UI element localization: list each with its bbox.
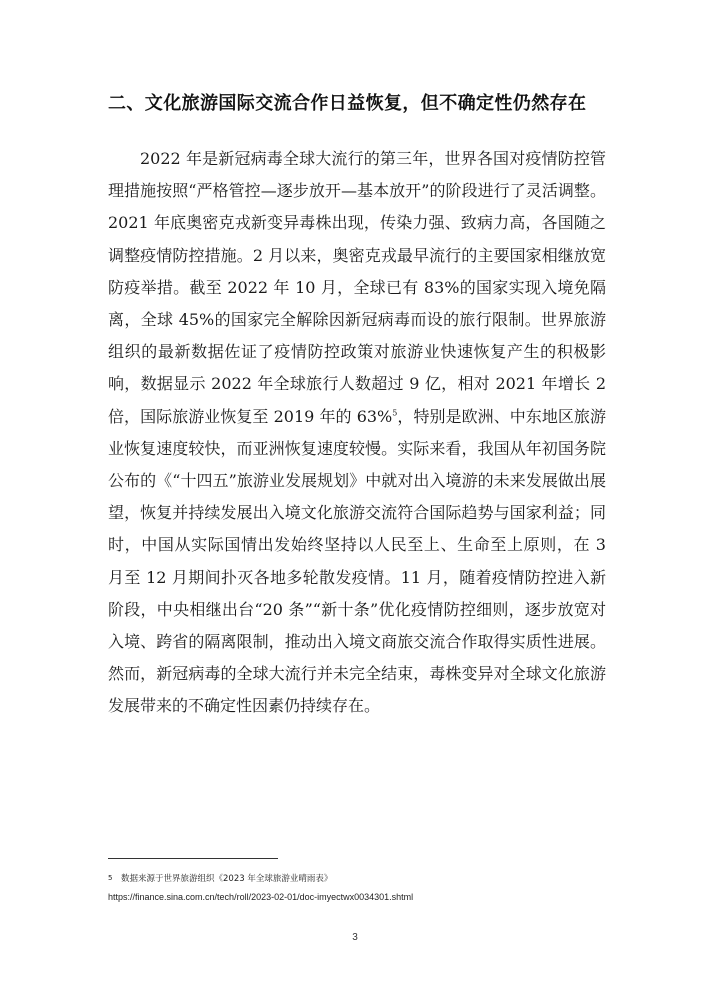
footnote-url: https://finance.sina.com.cn/tech/roll/2023-02-01/doc-imyectwx0034301.shtml — [108, 892, 414, 902]
page-number: 3 — [352, 932, 358, 943]
footnote — [108, 869, 608, 906]
paragraph-text-part-2: ，特别是欧洲、中东地区旅游业恢复速度较快，而亚洲恢复速度较慢。实际来看，我国从年初国务院公布的《“十四五”旅游业发展规划》中就对出入境游的未来发展做出展望，恢复并持续发展出入境文化旅游交流符合国际趋势与国家利益；同时，中国从实际国情出发始终坚持以人民至上、生命至上原则，在 3 月至 12 月期间扑灭各地多轮散发疫情。11 月，随着疫情防控进入新阶段，中央相继出台“20 条”“新十条”优化疫情防控细则，逐步放宽对入境、跨省的隔离限制，推动出入境文商旅交流合作取得实质性进展。然而，新冠病毒的全球大流行并未完全结束，毒株变异对全球文化旅游发展带来的不确定性因素仍持续存在。 — [108, 406, 606, 716]
paragraph-text-part-1: 2022 年是新冠病毒全球大流行的第三年，世界各国对疫情防控管理措施按照“严格管控—逐步放开—基本放开”的阶段进行了灵活调整。2021 年底奥密克戎新变异毒株出现，传染力强、致病力高，各国随之调整疫情防控措施。2 月以来，奥密克戎最早流行的主要国家相继放宽防疫举措。截至 2022 年 10 月，全球已有 83%的国家实现入境免隔离，全球 45%的国家完全解除因新冠病毒而设的旅行限制。世界旅游组织的最新数据佐证了疫情防控政策对旅游业快速恢复产生的积极影响，数据显示 2022 年全球旅行人数超过 9 亿，相对 2021 年增长 2 倍，国际旅游业恢复至 2019 年的 63% — [108, 149, 606, 426]
body-paragraph — [108, 143, 606, 723]
body-text — [108, 143, 606, 723]
footnote-reference: 5 — [392, 408, 398, 418]
footnote-number: 5 — [108, 874, 113, 882]
footnote-text: 数据来源于世界旅游组织《2023 年全球旅游业晴雨表》 — [121, 874, 333, 884]
section-heading: 二、文化旅游国际交流合作日益恢复，但不确定性仍然存在 — [108, 93, 587, 114]
footnote-separator — [108, 858, 278, 859]
